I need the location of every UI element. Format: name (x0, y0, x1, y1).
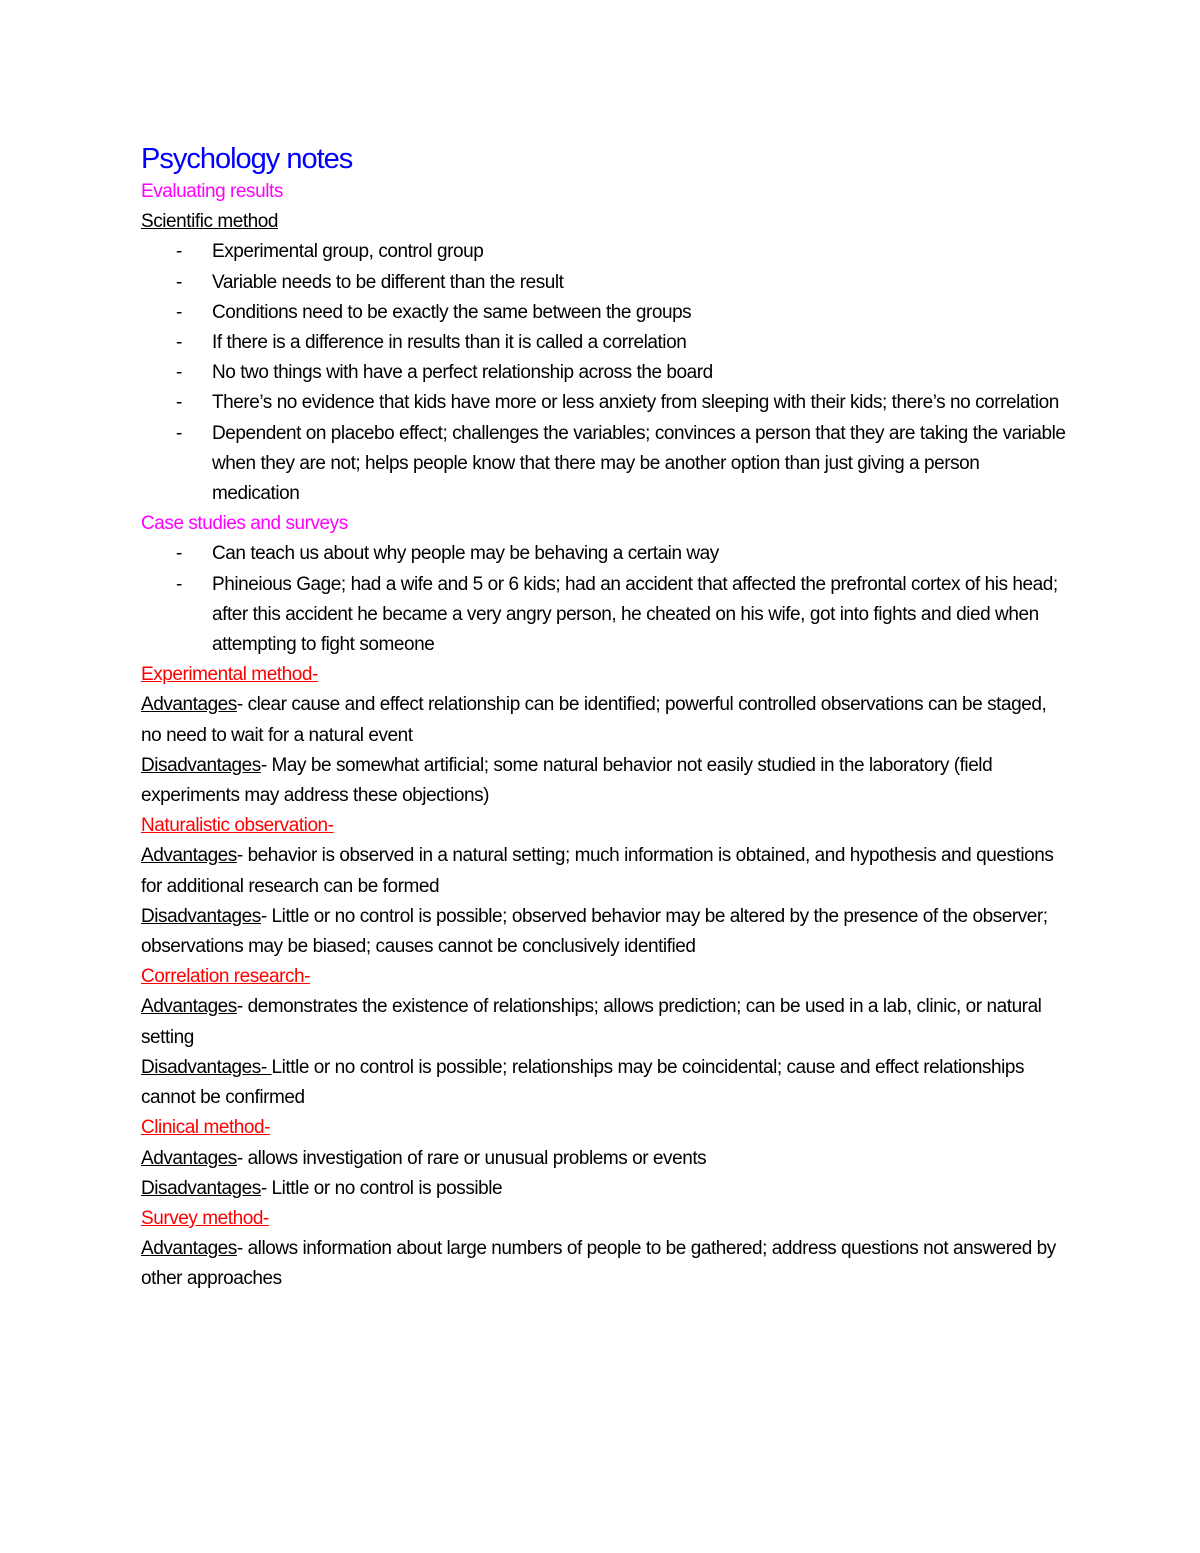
case-studies-heading: Case studies and surveys (141, 513, 348, 535)
notes-body (141, 141, 1066, 1295)
list-item-text: Can teach us about why people may be behaving a certain way (212, 543, 719, 565)
survey-method-heading: Survey method- (141, 1207, 269, 1229)
list-item (141, 328, 1066, 358)
experimental-disadvantages (141, 751, 1066, 811)
naturalistic-advantages (141, 841, 1066, 901)
list-item (141, 419, 1066, 510)
list-item-text: Conditions need to be exactly the same between the groups (212, 301, 692, 323)
advantages-label: Advantages (141, 694, 237, 716)
disadvantages-label: Disadvantages (141, 1177, 261, 1199)
list-item (141, 539, 1066, 569)
dash-bullet: - (176, 392, 182, 414)
dash-bullet: - (176, 422, 182, 444)
list-item-text: If there is a difference in results than it is called a correlation (212, 332, 687, 354)
dash-bullet: - (176, 543, 182, 565)
advantages-label: Advantages (141, 1238, 237, 1260)
list-item-text: Variable needs to be different than the result (212, 271, 564, 293)
survey-advantages (141, 1234, 1066, 1294)
disadvantages-text: - May be somewhat artificial; some natural behavior not easily studied in the laboratory (field experiments may address these objections) (141, 754, 993, 807)
advantages-label: Advantages (141, 996, 237, 1018)
clinical-method-heading: Clinical method- (141, 1117, 271, 1139)
list-item-text: No two things with have a perfect relationship across the board (212, 362, 713, 384)
scientific-method-list (141, 237, 1066, 509)
advantages-label: Advantages (141, 845, 237, 867)
dash-bullet: - (176, 573, 182, 595)
dash-bullet: - (176, 241, 182, 263)
list-item-text: Dependent on placebo effect; challenges the variables; convinces a person that they are taking the variable when they are not; helps people know that there may be another option than just giving a person medication (212, 422, 1066, 505)
case-studies-list (141, 539, 1066, 660)
scientific-method-heading: Scientific method (141, 211, 279, 233)
disadvantages-label: Disadvantages (141, 905, 261, 927)
dash-bullet: - (176, 271, 182, 293)
advantages-text: - allows information about large numbers of people to be gathered; address questions not answered by other approaches (141, 1238, 1056, 1290)
dash-bullet: - (176, 362, 182, 384)
evaluating-results-heading: Evaluating results (141, 181, 283, 202)
list-item (141, 268, 1066, 298)
disadvantages-label: Disadvantages- (141, 1056, 272, 1078)
list-item (141, 358, 1066, 388)
list-item (141, 298, 1066, 328)
advantages-text: - allows investigation of rare or unusual problems or events (236, 1147, 707, 1169)
advantages-text: - behavior is observed in a natural setting; much information is obtained, and hypothesis and questions for additional research can be formed (141, 845, 1054, 897)
advantages-label: Advantages (141, 1147, 237, 1169)
clinical-disadvantages (141, 1174, 1066, 1204)
naturalistic-observation-heading: Naturalistic observation- (141, 815, 334, 837)
list-item-text: Phineious Gage; had a wife and 5 or 6 kids; had an accident that affected the prefrontal cortex of his head; after this accident he became a very angry person, he cheated on his wife, got into fights and died when attempting to fight someone (212, 573, 1058, 656)
list-item-text: There’s no evidence that kids have more or less anxiety from sleeping with their kids; there’s no correlation (212, 392, 1059, 414)
experimental-advantages (141, 690, 1066, 750)
advantages-text: - clear cause and effect relationship can be identified; powerful controlled observations can be staged, no need to wait for a natural event (141, 694, 1047, 746)
correlation-advantages (141, 992, 1066, 1052)
clinical-advantages (141, 1144, 1066, 1174)
dash-bullet: - (176, 332, 182, 354)
list-item (141, 237, 1066, 267)
experimental-method-heading: Experimental method- (141, 664, 318, 686)
list-item (141, 388, 1066, 418)
disadvantages-text: Little or no control is possible; relationships may be coincidental; cause and effect relationships cannot be confirmed (141, 1056, 1025, 1109)
list-item (141, 570, 1066, 661)
list-item-text: Experimental group, control group (212, 241, 484, 263)
correlation-disadvantages (141, 1053, 1066, 1113)
naturalistic-disadvantages (141, 902, 1066, 962)
disadvantages-label: Disadvantages (141, 754, 261, 776)
disadvantages-text: - Little or no control is possible (260, 1177, 503, 1199)
disadvantages-text: - Little or no control is possible; observed behavior may be altered by the presence of the observer; observations may be biased; causes cannot be conclusively identified (141, 905, 1048, 958)
correlation-research-heading: Correlation research- (141, 966, 311, 988)
dash-bullet: - (176, 301, 182, 323)
page-title: Psychology notes (141, 143, 353, 175)
advantages-text: - demonstrates the existence of relationships; allows prediction; can be used in a lab, clinic, or natural setting (141, 996, 1042, 1048)
